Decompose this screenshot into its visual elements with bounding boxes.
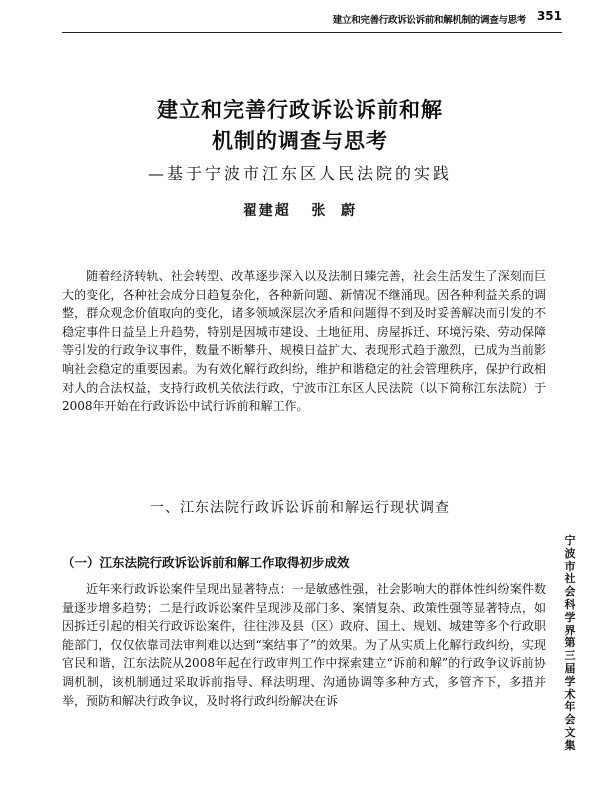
- article-authors: 翟建超 张 蔚: [242, 203, 358, 219]
- article-title-line-2: 机制的调查与思考: [212, 129, 388, 153]
- body-paragraph-findings: 近年来行政诉讼案件呈现出显著特点：一是敏感性强，社会影响大的群体性纠纷案件数量逐步增多趋势；二是行政诉讼案件呈现涉及部门多、案情复杂、政策性强等显著特点，如因拆迁引起的相关行政诉讼案件，往往涉及县（区）政府、国土、规划、城建等多个行政职能部门，仅仅依靠司法审判难以达到“案结事了”的效果。为了从实质上化解行政纠纷，实现官民和谐，江东法院从2008年起在行政审判工作中探索建立“诉前和解”的行政争议诉前协调机制，该机制通过采取诉前指导、释法明理、沟通协调等多种方式，多管齐下，多措并举，预防和解决行政争议，及时将行政纠纷解决在诉: [62, 582, 546, 708]
- side-margin-collection-title: 宁波市社会科学界第三届学术年会文集: [564, 534, 576, 752]
- subsection-heading: （一）江东法院行政诉讼诉前和解工作取得初步成效: [62, 555, 350, 570]
- page-number: 351: [536, 9, 562, 23]
- article-subtitle: —基于宁波市江东区人民法院的实践: [147, 164, 452, 183]
- body-paragraph-intro: 随着经济转轨、社会转型、改革逐步深入以及法制日臻完善，社会生活发生了深刻而巨大的变化，各种社会成分日趋复杂化，各种新问题、新情况不继涌现。因各种利益关系的调整，群众观念价值取向的变化，诸多领域深层次矛盾和问题得不到及时妥善解决而引发的不稳定事件日益呈上升趋势，特别是因城市建设、土地征用、房屋拆迁、环境污染、劳动保障等引发的行政争议事件，数量不断攀升、规模日益扩大、表现形式趋于激烈，已成为当前影响社会稳定的重要因素。为有效化解行政纠纷，维护和谐稳定的社会管理秩序，保护行政相对人的合法权益，支持行政机关依法行政，宁波市江东区人民法院（以下简称江东法院）于2008年开始在行政诉讼中试行诉前和解工作。: [62, 269, 546, 414]
- section-heading: 一、江东法院行政诉讼诉前和解运行现状调查: [150, 500, 450, 516]
- page-header: [0, 6, 600, 26]
- running-head: 建立和完善行政诉讼诉前和解机制的调查与思考: [332, 15, 526, 26]
- header-rule: [62, 32, 562, 33]
- article-title-line-1: 建立和完善行政诉讼诉前和解: [157, 98, 443, 122]
